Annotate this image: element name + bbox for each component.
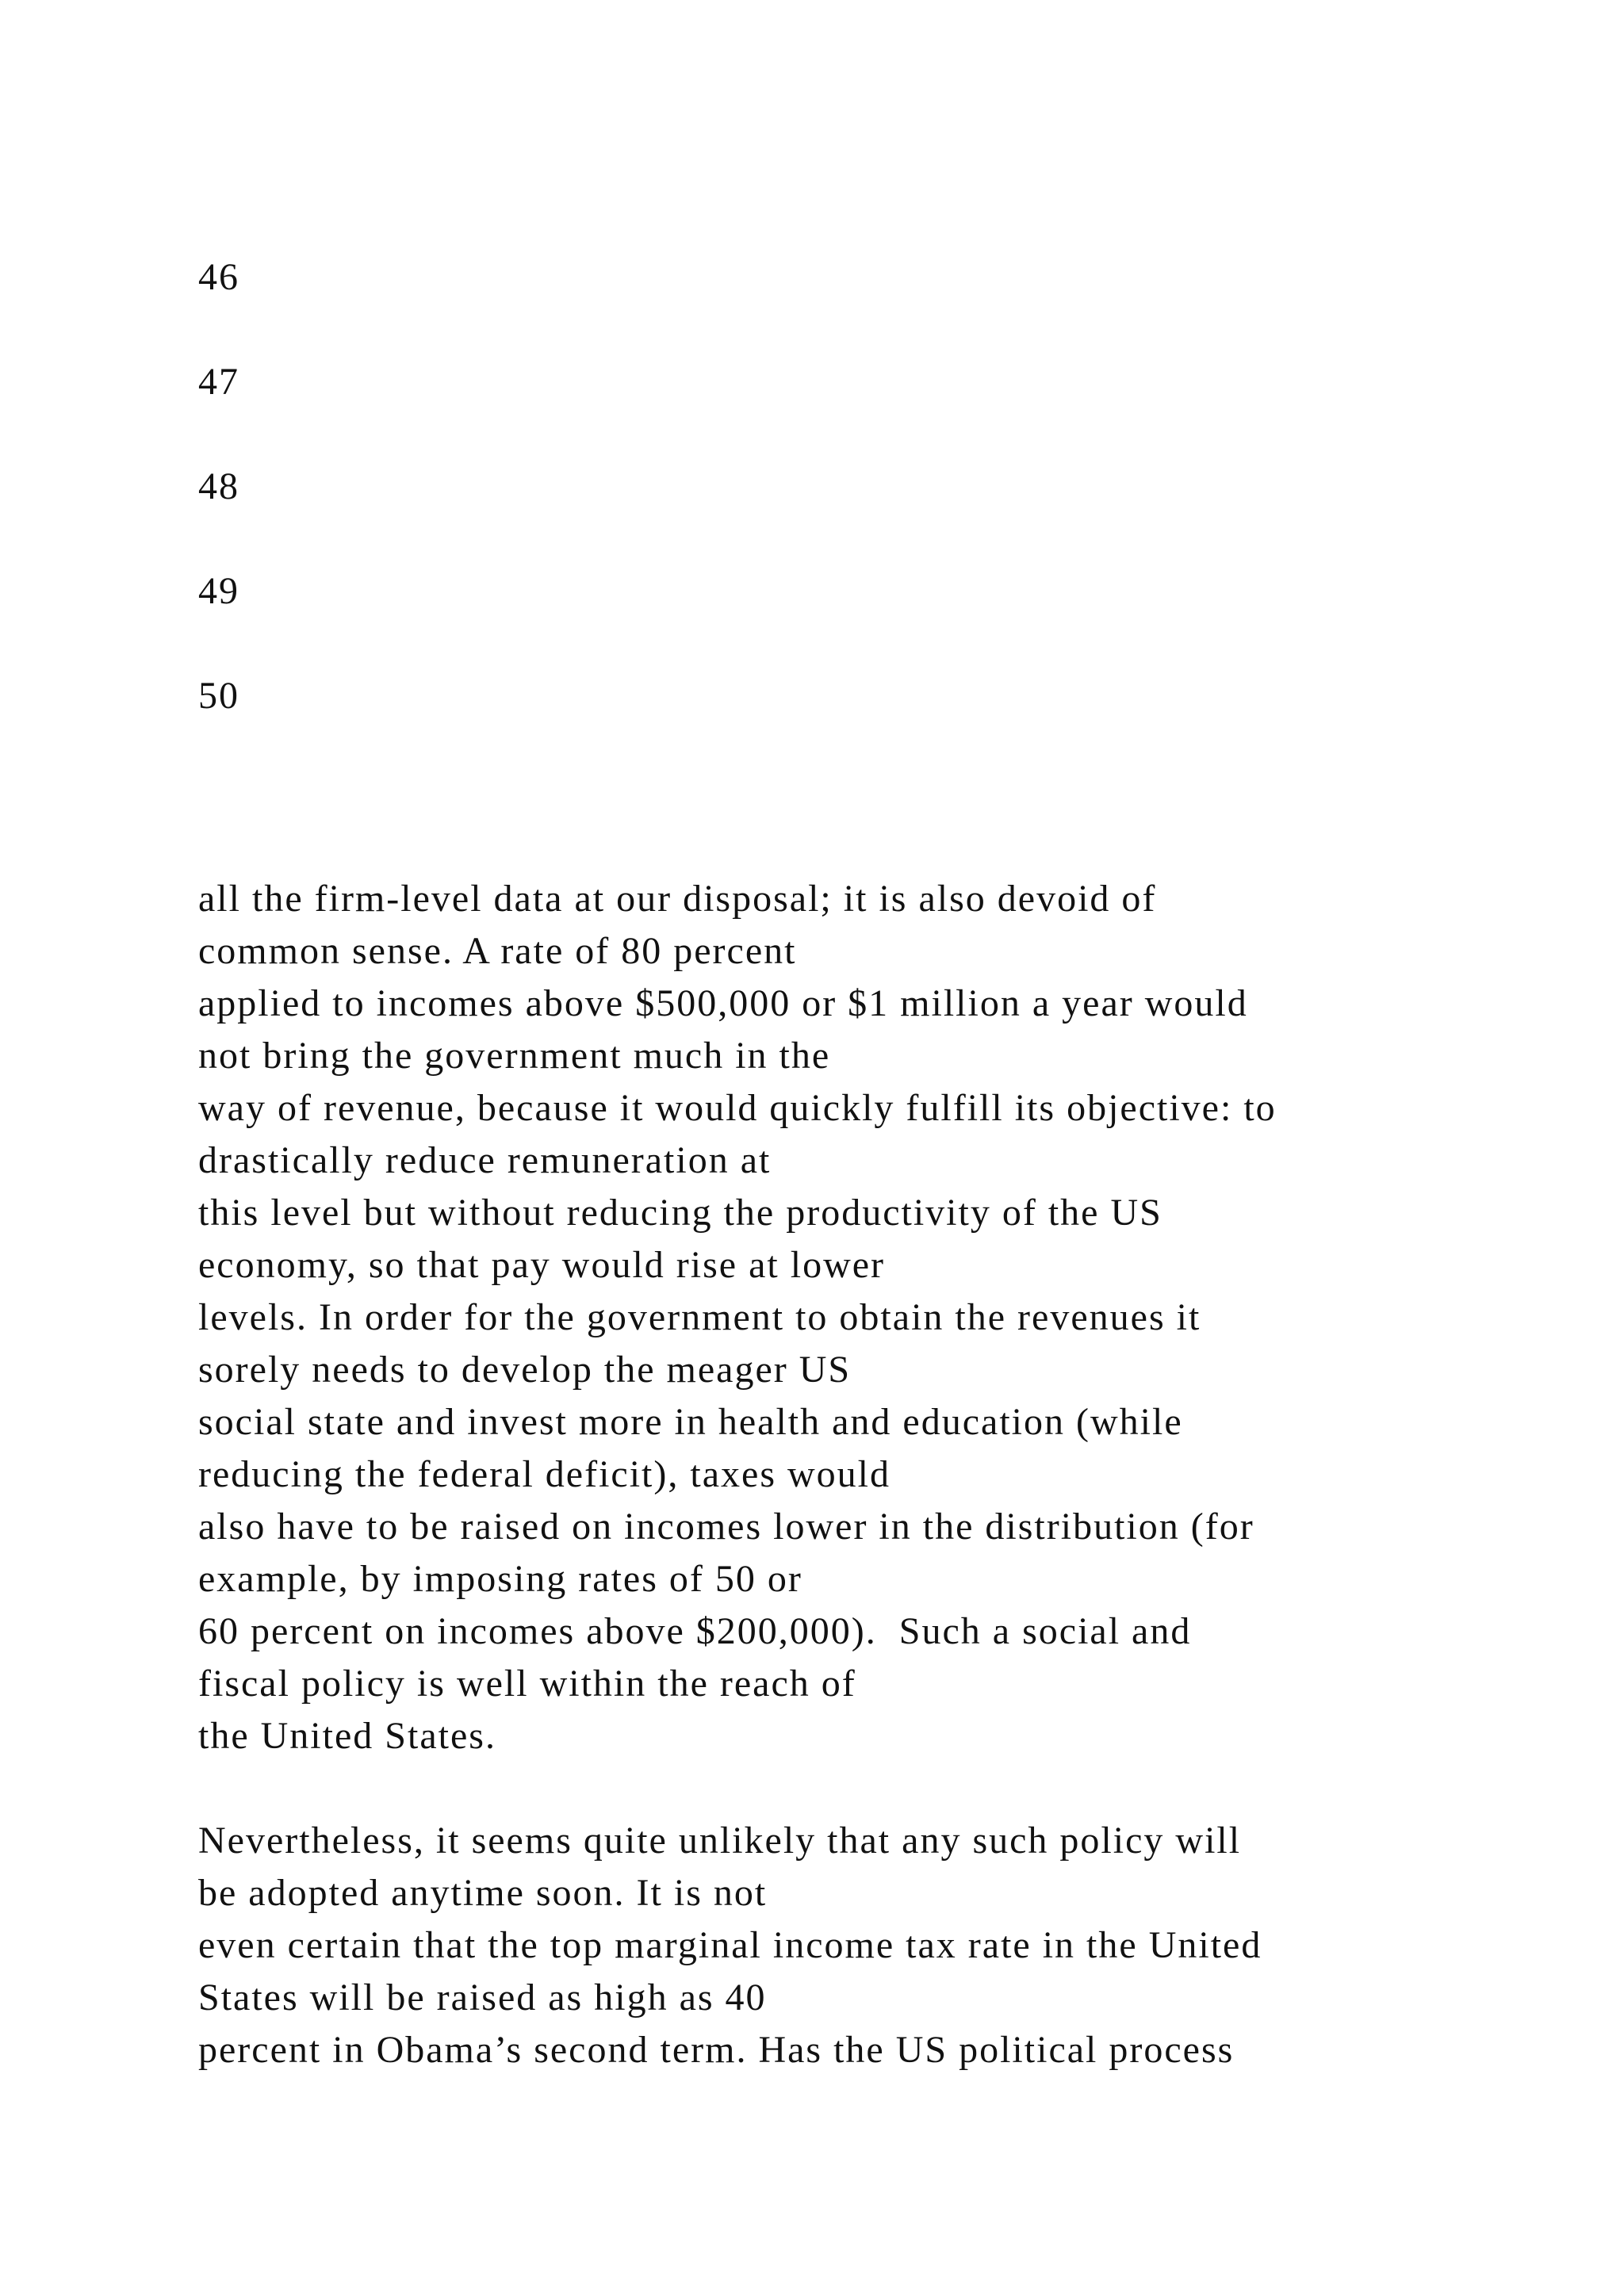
text-line: the United States. — [198, 1715, 496, 1757]
line-number: 46 — [198, 256, 239, 298]
text-line: even certain that the top marginal income tax rate in the United — [198, 1924, 1262, 1966]
text-line: also have to be raised on incomes lower in the distribution (for — [198, 1506, 1254, 1548]
text-line: not bring the government much in the — [198, 1035, 831, 1077]
text-line: drastically reduce remuneration at — [198, 1139, 772, 1181]
text-line: example, by imposing rates of 50 or — [198, 1558, 802, 1600]
text-line: 60 percent on incomes above $200,000). Such a social and — [198, 1610, 1192, 1652]
line-number: 50 — [198, 675, 239, 717]
text-line: percent in Obama’s second term. Has the US political process — [198, 2029, 1235, 2071]
text-line: reducing the federal deficit), taxes would — [198, 1453, 891, 1495]
text-line: all the firm-level data at our disposal; it is also devoid of — [198, 878, 1157, 920]
text-line: applied to incomes above $500,000 or $1 million a year would — [198, 982, 1248, 1024]
text-line: be adopted anytime soon. It is not — [198, 1872, 768, 1914]
text-line: States will be raised as high as 40 — [198, 1976, 767, 2019]
text-line: common sense. A rate of 80 percent — [198, 930, 797, 972]
text-line: levels. In order for the government to obtain the revenues it — [198, 1296, 1201, 1338]
text-line: social state and invest more in health and education (while — [198, 1401, 1183, 1443]
text-line: way of revenue, because it would quickly fulfill its objective: to — [198, 1087, 1277, 1129]
text-line: economy, so that pay would rise at lower — [198, 1244, 886, 1286]
text-line: Nevertheless, it seems quite unlikely that any such policy will — [198, 1820, 1242, 1862]
text-line: this level but without reducing the productivity of the US — [198, 1192, 1162, 1234]
line-number: 48 — [198, 465, 239, 507]
text-line: sorely needs to develop the meager US — [198, 1349, 852, 1391]
line-number: 47 — [198, 361, 239, 403]
line-number: 49 — [198, 570, 239, 612]
text-line: fiscal policy is well within the reach of — [198, 1663, 856, 1705]
